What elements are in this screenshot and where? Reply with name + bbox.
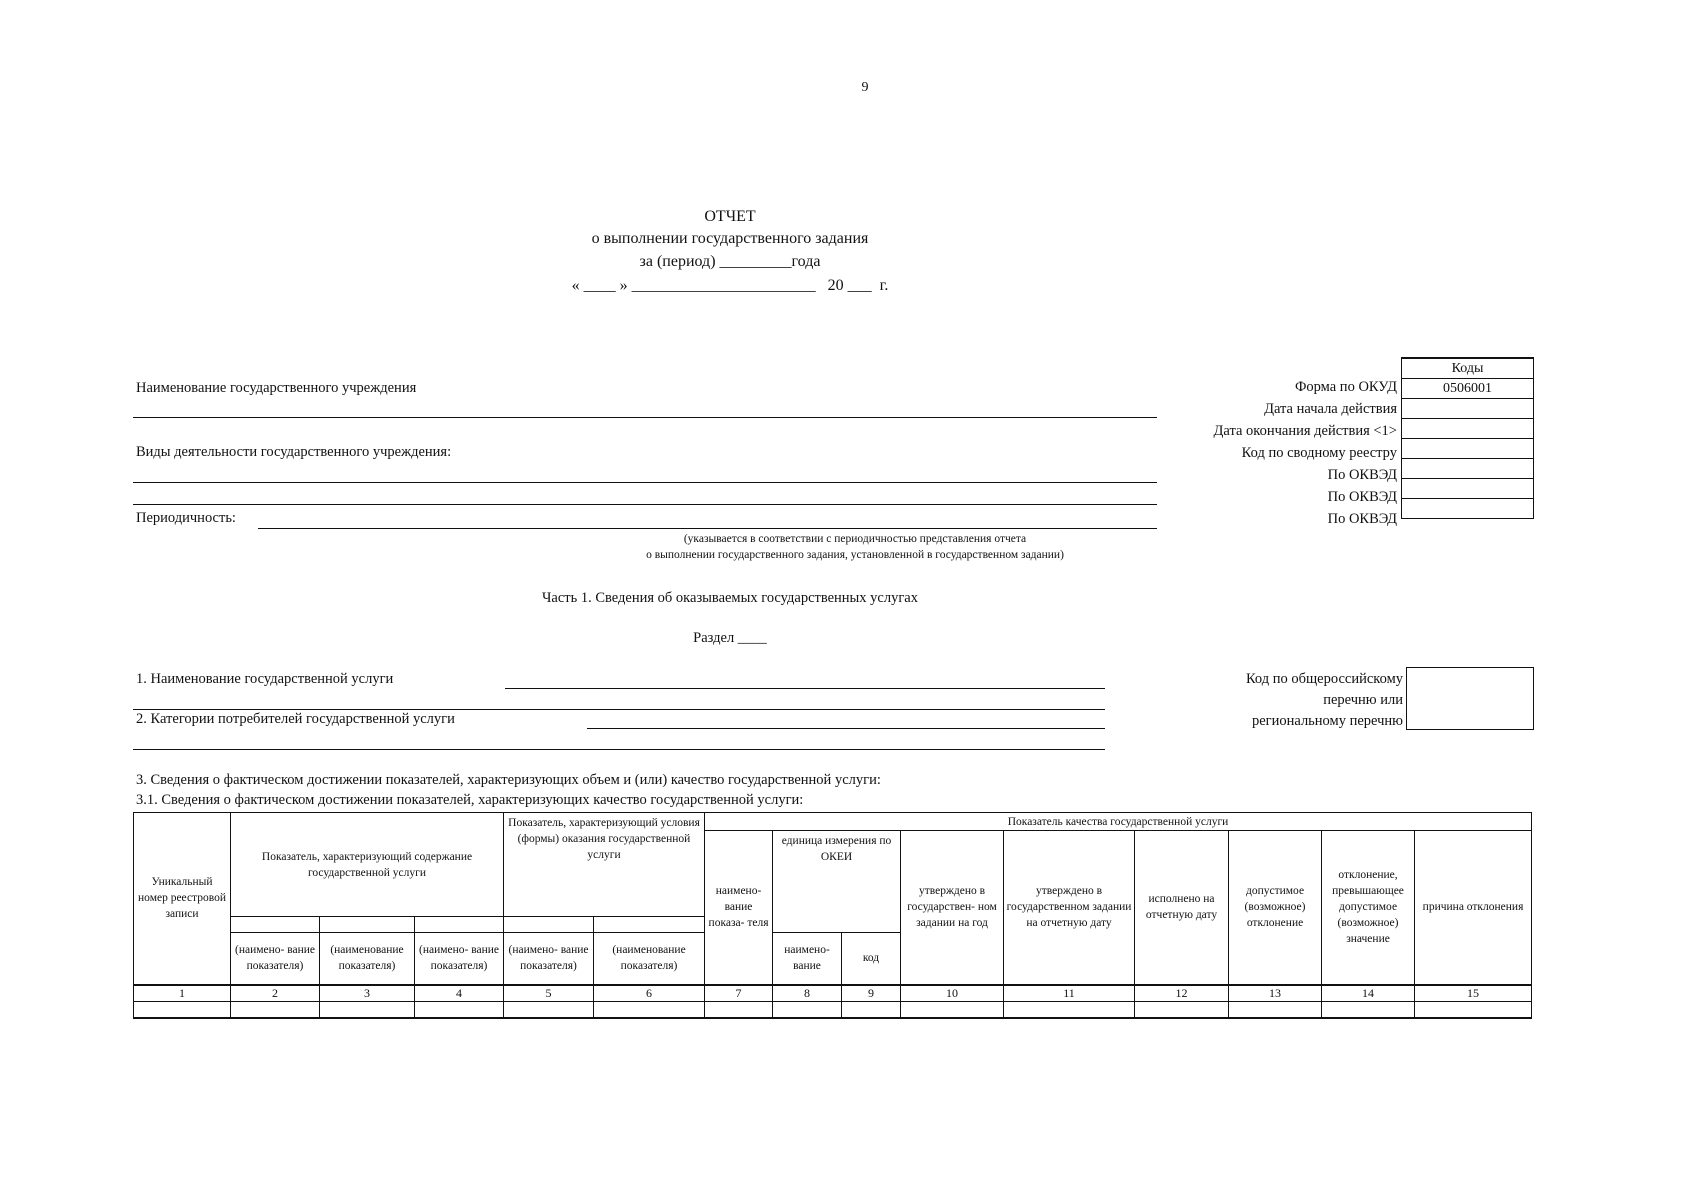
registry-code-box[interactable] [1406,667,1534,730]
h-q-exceed: отклонение, превышающее допустимое (возможное) значение [1322,831,1415,985]
item3-label: 3. Сведения о фактическом достижении показателей, характеризующих объем и (или) качество государственной услуги: [136,772,881,788]
col-number: 11 [1004,985,1135,1002]
col-number: 5 [504,985,594,1002]
periodicity-note-2: о выполнении государственного задания, установленной в государственном задании) [646,549,1064,561]
quality-indicators-table [133,812,1532,1019]
periodicity-label: Периодичность: [136,510,236,526]
part1-heading: Часть 1. Сведения об оказываемых государственных услугах [542,590,918,606]
col-number: 13 [1229,985,1322,1002]
h-q-reason: причина отклонения [1415,831,1532,985]
data-cell[interactable] [1415,1001,1532,1018]
h-sub-name-2: (наимено- вание показателя) [231,933,320,985]
data-cell[interactable] [773,1001,842,1018]
col-number: 14 [1322,985,1415,1002]
h-unique-number: Уникальный номер реестровой записи [134,813,231,985]
h-conditions-indicator: Показатель, характеризующий условия (формы) оказания государственной услуги [504,813,705,917]
data-cell[interactable] [1135,1001,1229,1018]
code-label-end-date: Дата окончания действия <1> [1213,423,1397,439]
h-sub-name-5: (наимено- вание показателя) [504,933,594,985]
periodicity-note-1: (указывается в соответствии с периодичностью представления отчета [683,533,1027,545]
code-value-okud[interactable]: 0506001 [1402,379,1534,399]
service-name-line-2[interactable] [133,709,1105,710]
code-value-okved-2[interactable] [1402,479,1534,499]
consumers-label: 2. Категории потребителей государственной услуги [136,711,455,727]
institution-name-line[interactable] [133,417,1157,418]
data-cell[interactable] [231,1001,320,1018]
h-q-unit-name: наимено- вание [773,933,842,985]
code-value-end-date[interactable] [1402,419,1534,439]
report-date-line: « ____ » _______________________ 20 ___ г. [571,277,889,294]
report-period-line: за (период) _________года [639,253,821,270]
registry-code-label-3: региональному перечню [1251,713,1403,729]
col-number: 12 [1135,985,1229,1002]
data-cell[interactable] [594,1001,705,1018]
institution-name-label: Наименование государственного учреждения [136,380,417,396]
h-sub-name-3: (наименование показателя) [320,933,415,985]
service-name-label: 1. Наименование государственной услуги [136,671,394,687]
col-number: 8 [773,985,842,1002]
col-number: 15 [1415,985,1532,1002]
data-cell[interactable] [504,1001,594,1018]
consumers-line-2[interactable] [133,749,1105,750]
h-q-name: наимено- вание показа- теля [705,831,773,985]
report-subtitle: о выполнении государственного задания [591,230,869,247]
col-number: 3 [320,985,415,1002]
data-cell[interactable] [842,1001,901,1018]
h-q-unit: единица измерения по ОКЕИ [773,831,901,933]
code-value-registry[interactable] [1402,439,1534,459]
code-label-okud: Форма по ОКУД [1294,379,1397,395]
data-cell[interactable] [1322,1001,1415,1018]
col-number: 1 [134,985,231,1002]
blank-cell [320,917,415,933]
data-cell[interactable] [705,1001,773,1018]
code-label-okved-3: По ОКВЭД [1327,511,1397,527]
h-content-indicator: Показатель, характеризующий содержание государственной услуги [231,813,504,917]
h-q-approved-date: утверждено в государственном задании на отчетную дату [1004,831,1135,985]
codes-header: Коды [1402,358,1534,379]
code-label-registry: Код по сводному реестру [1241,445,1397,461]
code-label-start-date: Дата начала действия [1264,401,1397,417]
item31-label: 3.1. Сведения о фактическом достижении показателей, характеризующих качество государственной услуги: [136,792,804,808]
col-number: 7 [705,985,773,1002]
page-number: 9 [861,80,869,95]
periodicity-line[interactable] [258,528,1157,529]
activity-line-1[interactable] [133,482,1157,483]
h-sub-name-6: (наименование показателя) [594,933,705,985]
code-value-okved-1[interactable] [1402,459,1534,479]
data-cell[interactable] [134,1001,231,1018]
col-number: 4 [415,985,504,1002]
h-q-done: исполнено на отчетную дату [1135,831,1229,985]
col-number: 10 [901,985,1004,1002]
data-cell[interactable] [901,1001,1004,1018]
code-value-okved-3[interactable] [1402,499,1534,519]
blank-cell [594,917,705,933]
code-value-start-date[interactable] [1402,399,1534,419]
codes-table [1401,357,1534,519]
activity-label: Виды деятельности государственного учреждения: [136,444,452,460]
code-label-okved-1: По ОКВЭД [1327,467,1397,483]
registry-code-label-2: перечню или [1323,692,1403,708]
code-label-okved-2: По ОКВЭД [1327,489,1397,505]
h-quality-indicator: Показатель качества государственной услуги [705,813,1532,831]
col-number: 2 [231,985,320,1002]
blank-cell [415,917,504,933]
data-cell[interactable] [1004,1001,1135,1018]
consumers-line[interactable] [587,728,1105,729]
blank-cell [231,917,320,933]
col-number: 6 [594,985,705,1002]
h-q-allowed: допустимое (возможное) отклонение [1229,831,1322,985]
col-number: 9 [842,985,901,1002]
registry-code-label-1: Код по общероссийскому [1245,671,1403,687]
h-sub-name-4: (наимено- вание показателя) [415,933,504,985]
data-cell[interactable] [320,1001,415,1018]
blank-cell [504,917,594,933]
data-cell[interactable] [1229,1001,1322,1018]
service-name-line[interactable] [505,688,1105,689]
data-cell[interactable] [415,1001,504,1018]
section-label: Раздел ____ [693,630,767,646]
h-q-unit-code: код [842,933,901,985]
report-title: ОТЧЕТ [704,208,756,225]
h-q-approved-year: утверждено в государствен- ном задании на год [901,831,1004,985]
activity-line-2[interactable] [133,504,1157,505]
